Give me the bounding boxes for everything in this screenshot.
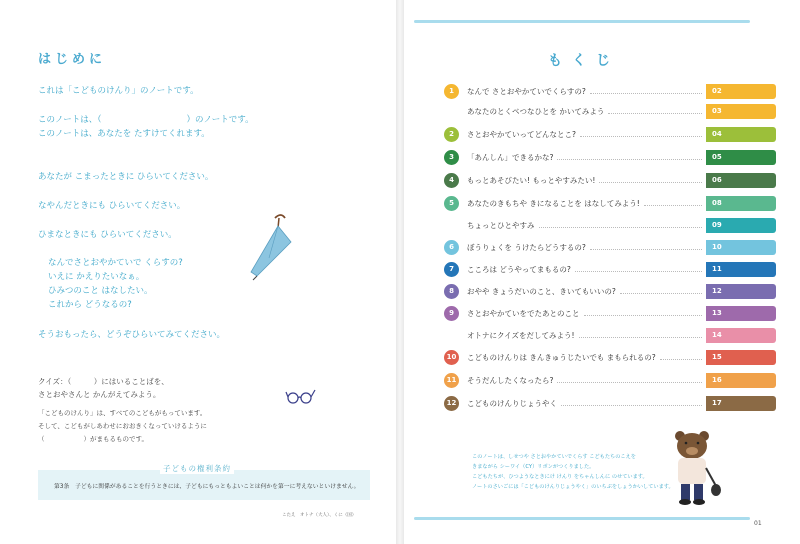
toc-item-label: オトナにクイズをだしてみよう! [467, 331, 575, 340]
umbrella-illustration [245, 212, 295, 282]
chapter-number-badge: 10 [444, 350, 459, 365]
toc-page-tab: 12 [706, 284, 776, 299]
book-gutter [396, 0, 404, 544]
intro-line: これは「こどものけんり」のノートです。 [38, 86, 199, 96]
bottom-rule [414, 517, 750, 520]
toc-page-tab: 06 [706, 173, 776, 188]
chapter-number-badge: 2 [444, 127, 459, 142]
toc-leader-dots [644, 205, 702, 206]
toc-leader-dots [660, 359, 702, 360]
glasses-illustration [285, 386, 317, 406]
toc-item-label: おやや きょうだいのこと、きいてもいいの? [467, 287, 616, 296]
toc-page-tab: 13 [706, 306, 776, 321]
toc-leader-dots [539, 227, 702, 228]
note-line-1: このノートは、しせつや さとおやかていでくらす こどもたちのこえを [472, 454, 636, 460]
toc-item-label: もっとあそびたい! もっとやすみたい! [467, 176, 596, 185]
toc-title: もくじ [548, 53, 620, 69]
intro-line: このノートは、（ ）のノートです。 [38, 115, 254, 125]
top-rule [414, 20, 750, 23]
answer-footnote: こたえ オトナ（大人）、くに（国） [282, 513, 357, 518]
toc-item[interactable] [440, 150, 776, 166]
page-number: 01 [754, 520, 762, 527]
right-page [404, 0, 800, 544]
toc-item-label: さとおやかていってどんなとこ? [467, 130, 576, 139]
toc-item[interactable] [440, 396, 776, 412]
toc-leader-dots [561, 405, 702, 406]
toc-page-tab: 04 [706, 127, 776, 142]
chapter-number-badge: 6 [444, 240, 459, 255]
toc-page-tab: 11 [706, 262, 776, 277]
toc-leader-dots [579, 337, 702, 338]
chapter-number-badge: 11 [444, 373, 459, 388]
left-page [0, 0, 396, 544]
toc-page-tab: 17 [706, 396, 776, 411]
toc-item-label: なんで さとおやかていでくらすの? [467, 87, 586, 96]
toc-item[interactable] [440, 373, 776, 389]
toc-page-tab: 03 [706, 104, 776, 119]
toc-item[interactable] [440, 240, 776, 256]
body-line-1: 「こどものけんり」は、すべてのこどもがもっています。 [38, 409, 207, 417]
toc-page-tab: 15 [706, 350, 776, 365]
chapter-number-badge: 5 [444, 196, 459, 211]
toc-item[interactable] [440, 350, 776, 366]
toc-item[interactable] [440, 218, 776, 234]
toc-leader-dots [620, 293, 702, 294]
chapter-number-badge: 1 [444, 84, 459, 99]
toc-page-tab: 05 [706, 150, 776, 165]
toc-leader-dots [599, 182, 702, 183]
toc-item-label: こころは どうやってまもるの? [467, 265, 571, 274]
toc-item[interactable] [440, 306, 776, 322]
intro-line: このノートは、あなたを たすけてくれます。 [38, 129, 210, 139]
toc-item-label: そうだんしたくなったら? [467, 376, 554, 385]
intro-line: ひまなときにも ひらいてください。 [38, 230, 177, 240]
toc-page-tab: 08 [706, 196, 776, 211]
intro-line: いえに かえりたいなぁ。 [48, 272, 145, 282]
chapter-number-badge: 7 [444, 262, 459, 277]
toc-item[interactable] [440, 84, 776, 100]
toc-item-label: あなたのきもちや きになることを はなしてみよう! [467, 199, 640, 208]
intro-line: これから どうなるの? [48, 300, 132, 310]
toc-item[interactable] [440, 328, 776, 344]
toc-item-label: さとおやかていをでたあとのこと [467, 309, 580, 318]
toc-item[interactable] [440, 104, 776, 120]
toc-leader-dots [608, 113, 702, 114]
toc-leader-dots [584, 315, 702, 316]
toc-item-label: ちょっとひとやすみ [467, 221, 535, 230]
toc-item[interactable] [440, 173, 776, 189]
toc-item-label: 「あんしん」できるかな? [467, 153, 554, 162]
body-line-2: そして、こどもがしあわせにおおきくなっていけるように [38, 422, 207, 430]
toc-leader-dots [590, 249, 702, 250]
chapter-number-badge: 8 [444, 284, 459, 299]
toc-page-tab: 10 [706, 240, 776, 255]
bear-illustration [668, 428, 724, 508]
toc-item-label: こどものけんりは きんきゅうじたいでも まもられるの? [467, 353, 656, 362]
intro-line: あなたが こまったときに ひらいてください。 [38, 172, 214, 182]
toc-item[interactable] [440, 196, 776, 212]
note-line-4: ノートのさいごには「こどものけんりじょうやく」のいちぶをしょうかいしています。 [472, 484, 674, 490]
quiz-line-1: クイズ：（ ）にはいることばを、 [38, 377, 169, 386]
body-line-3: （ ）がまもるものです。 [38, 435, 148, 443]
toc-item-label: ぼうりょくを うけたらどうするの? [467, 243, 586, 252]
note-line-3: こどもたちが、ひつようなときにけ けんり をちゃんしんに のせています。 [472, 474, 648, 480]
toc-leader-dots [557, 159, 702, 160]
chapter-number-badge: 4 [444, 173, 459, 188]
toc-item[interactable] [440, 262, 776, 278]
toc-page-tab: 14 [706, 328, 776, 343]
toc-leader-dots [590, 93, 702, 94]
chapter-number-badge: 12 [444, 396, 459, 411]
chapter-number-badge: 3 [444, 150, 459, 165]
intro-line: なんでさとおやかていで くらすの? [48, 258, 183, 268]
intro-line: ひみつのこと はなしたい。 [48, 286, 153, 296]
page-title: はじめに [38, 52, 107, 67]
note-line-2: きまながら シーワイ（CY）リボンがつくりました。 [472, 464, 595, 470]
toc-item-label: あなたのとくべつなひとを かいてみよう [467, 107, 605, 116]
toc-leader-dots [575, 271, 702, 272]
toc-leader-dots [557, 382, 702, 383]
toc-item-label: こどものけんりじょうやく [467, 399, 557, 408]
toc-item[interactable] [440, 284, 776, 300]
toc-leader-dots [580, 136, 702, 137]
toc-page-tab: 16 [706, 373, 776, 388]
quiz-line-2: さとおやさんと かんがえてみよう。 [38, 390, 161, 399]
intro-line: そうおもったら、どうぞひらいてみてください。 [38, 330, 226, 340]
toc-item[interactable] [440, 127, 776, 143]
rights-text: 第3条 子どもに関係があることを行うときには、子どもにもっともよいことは何かを第一に考えないといけません。 [54, 484, 360, 490]
intro-line: なやんだときにも ひらいてください。 [38, 201, 186, 211]
toc-page-tab: 02 [706, 84, 776, 99]
rights-title: 子どもの権利条約 [160, 463, 234, 474]
toc-page-tab: 09 [706, 218, 776, 233]
chapter-number-badge: 9 [444, 306, 459, 321]
